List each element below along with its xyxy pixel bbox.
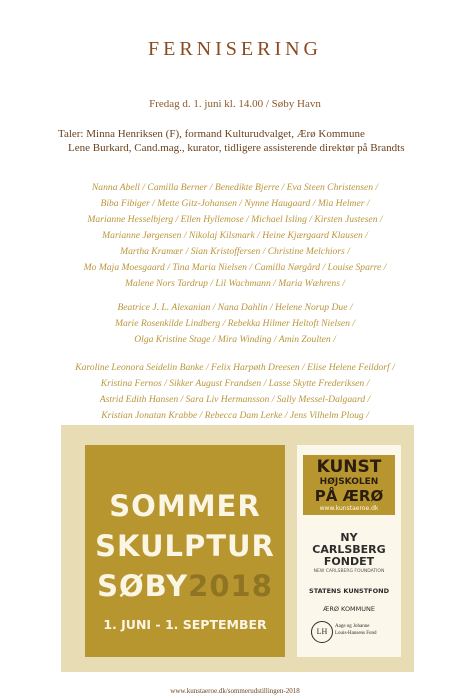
- poster-line-soby: [85, 569, 285, 603]
- aero-kommune-logo: ÆRØ KOMMUNE: [323, 605, 375, 613]
- artist-line: Nanna Abell / Camilla Berner / Benedikte Bjerre / Eva Steen Christensen /: [91, 182, 379, 193]
- artist-line: Marie Rosenkilde Lindberg / Rebekka Hilmer Heltoft Nielsen /: [115, 318, 355, 329]
- poster-title-block: [85, 445, 285, 657]
- lh-line: Aage og Johanne: [335, 624, 370, 629]
- lh-line: Louis-Hansens Fond: [335, 631, 377, 636]
- logo-hojskolen: HØJSKOLEN: [319, 477, 379, 487]
- carlsberg-line: CARLSBERG: [312, 543, 386, 556]
- poster-line-sommer: SOMMER: [109, 489, 261, 523]
- artist-line: Marianne Hesselbjerg / Ellen Hyllemose / Michael Isling / Kirsten Justesen /: [87, 214, 383, 225]
- event-date: Fredag d. 1. juni kl. 14.00 / Søby Havn: [149, 98, 321, 110]
- artist-line: Astrid Edith Hansen / Sara Liv Hermansson / Sally Messel-Dalgaard /: [99, 394, 371, 405]
- logo-url: www.kunstaeroe.dk: [319, 505, 379, 512]
- carlsberg-line: NY: [340, 531, 358, 544]
- poster-line-skulptur: SKULPTUR: [95, 529, 275, 563]
- footer-link[interactable]: www.kunstaeroe.dk/sommerudstillingen-2018: [170, 687, 300, 695]
- artist-line: Marianne Jørgensen / Nikolaj Kilsmark / Heine Kjærgaard Klausen /: [102, 230, 368, 241]
- louis-hansen-fond-text: [335, 623, 397, 637]
- speakers: [58, 127, 404, 155]
- artist-list-2: [0, 300, 470, 348]
- carlsberg-line: FONDET: [323, 555, 375, 568]
- artist-list-1: [0, 180, 470, 292]
- louis-hansen-emblem-icon: LH: [311, 621, 333, 643]
- artist-line: Mo Maja Moesgaard / Tina Maria Nielsen / Camilla Nørgård / Louise Sparre /: [83, 262, 387, 273]
- poster-place: SØBY: [97, 569, 189, 603]
- logo-pa-aero: PÅ ÆRØ: [314, 487, 384, 505]
- artist-line: Martha Kramær / Sian Kristoffersen / Christine Melchiors /: [120, 246, 350, 257]
- artist-line: Olga Kristine Stage / Mira Winding / Amin Zoulten /: [134, 334, 336, 345]
- ny-carlsberg-fondet-logo: [297, 532, 401, 568]
- exhibition-poster: [61, 425, 414, 672]
- sponsor-panel: [297, 445, 401, 657]
- artist-line: Karoline Leonora Seidelin Banke / Felix Harpøth Dreesen / Elise Helene Feildorf /: [75, 362, 395, 373]
- poster-year: 2018: [188, 569, 273, 603]
- speaker-line-1: Taler: Minna Henriksen (F), formand Kulturudvalget, Ærø Kommune: [58, 128, 365, 140]
- speaker-line-2: Lene Burkard, Cand.mag., kurator, tidligere assisterende direktør på Brandts: [68, 142, 405, 154]
- artist-line: Biba Fibiger / Mette Gitz-Johansen / Nynne Haugaard / Mia Helmer /: [100, 198, 370, 209]
- artist-line: Kristina Fernos / Sikker August Frandsen / Lasse Skytte Frederiksen /: [100, 378, 370, 389]
- artist-line: Malene Nors Tardrup / Lil Wachmann / Maria Wæhrens /: [124, 278, 346, 289]
- poster-dates: 1. JUNI - 1. SEPTEMBER: [103, 617, 267, 632]
- artist-line: Kristian Jonatan Krabbe / Rebecca Dam Lerke / Jens Vilhelm Ploug /: [101, 410, 369, 421]
- page-title: FERNISERING: [147, 38, 322, 60]
- logo-kunst: KUNST: [316, 457, 382, 477]
- carlsberg-subtitle: NEW CARLSBERG FOUNDATION: [313, 569, 385, 574]
- statens-kunstfond-logo: STATENS KUNSTFOND: [309, 587, 389, 595]
- kunsthojskolen-logo: [303, 455, 395, 515]
- artist-line: Beatrice J. L. Alexanian / Nana Dahlin / Helene Norup Due /: [117, 302, 353, 313]
